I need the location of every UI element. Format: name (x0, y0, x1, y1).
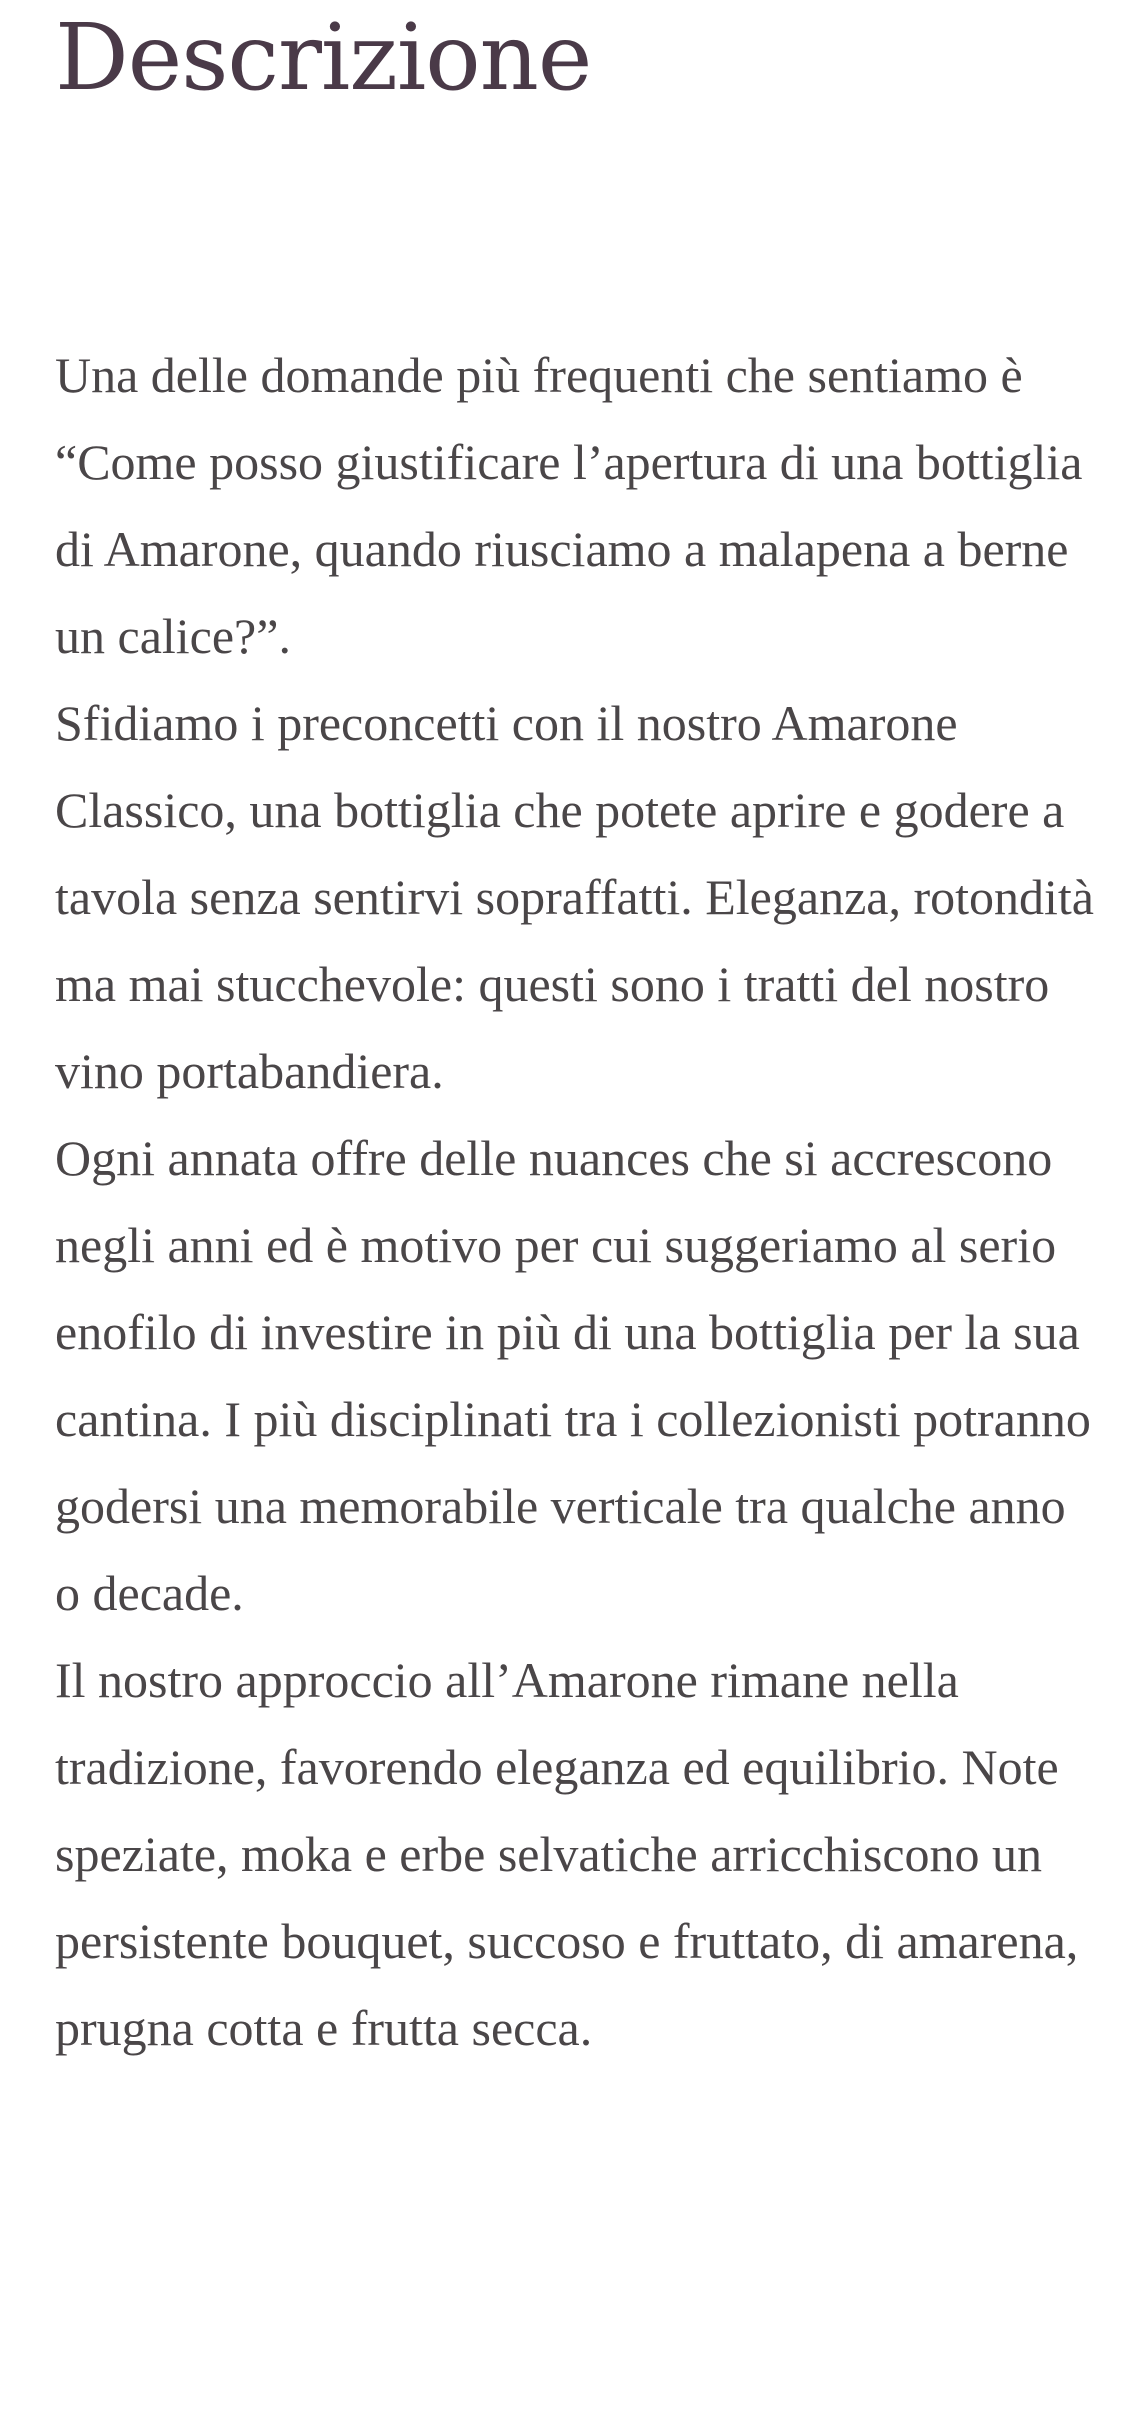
description-paragraph: Il nostro approccio all’Amarone rimane nella tradizione, favorendo eleganza ed equilibrio. Note speziate, moka e erbe selvatiche arricchiscono un persistente bouquet, succoso e fruttato, di amarena, prugna cotta e frutta secca. (55, 1652, 1079, 2056)
description-section (55, 0, 1095, 2072)
description-body (55, 332, 1095, 2072)
description-paragraph: Ogni annata offre delle nuances che si accrescono negli anni ed è motivo per cui suggeriamo al serio enofilo di investire in più di una bottiglia per la sua cantina. I più disciplinati tra i collezionisti potranno godersi una memorabile verticale tra qualche anno o decade. (55, 1130, 1091, 1621)
section-title: Descrizione (55, 4, 592, 111)
description-paragraph: Sfidiamo i preconcetti con il nostro Amarone Classico, una bottiglia che potete aprire e godere a tavola senza sentirvi sopraffatti. Eleganza, rotondità ma mai stucchevole: questi sono i tratti del nostro vino portabandiera. (55, 695, 1094, 1099)
description-paragraph: Una delle domande più frequenti che sentiamo è “Come posso giustificare l’apertura di una bottiglia di Amarone, quando riusciamo a malapena a berne un calice?”. (55, 347, 1083, 664)
